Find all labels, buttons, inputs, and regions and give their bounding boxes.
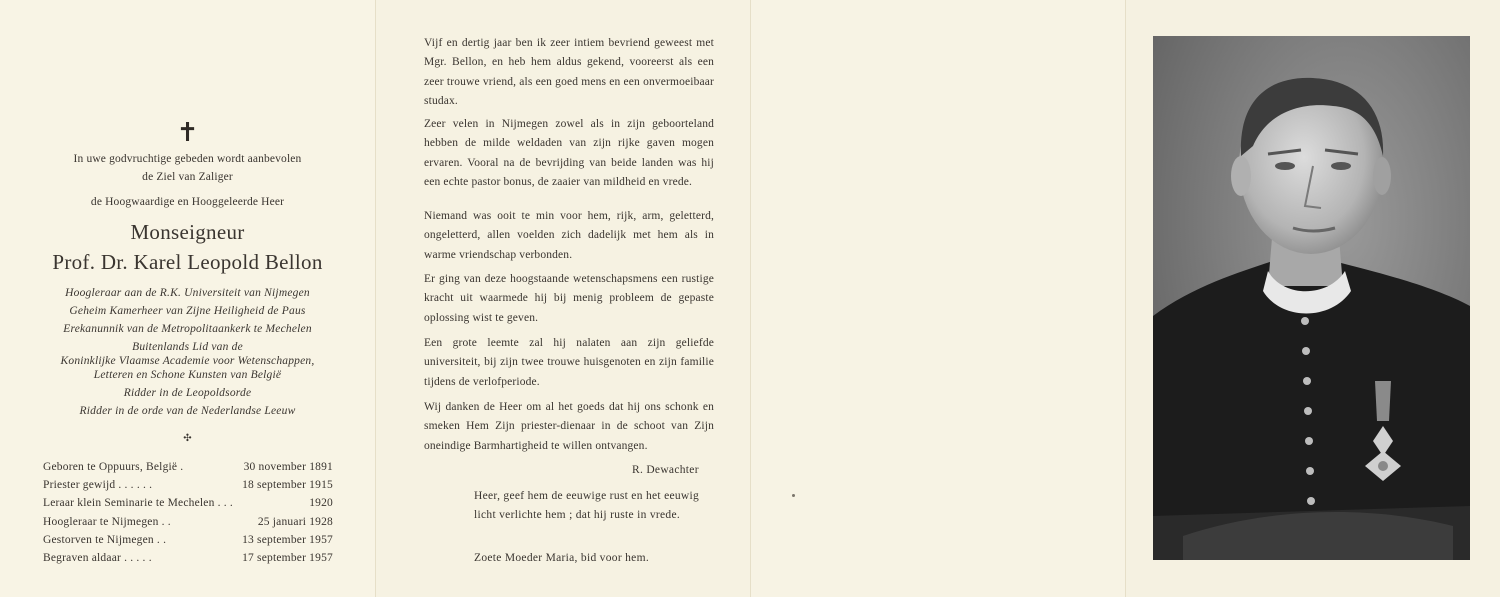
fact-label: Priester gewijd . . . . . . [43, 479, 153, 492]
paragraph-text: Er ging van deze hoogstaande wetenschapsmens een rustige kracht uit waarmede hij bij menig probleem de gepaste oplossing wist te geven. [424, 273, 714, 324]
life-facts [43, 458, 333, 567]
intro-line: In uwe godvruchtige gebeden wordt aanbevolen [73, 153, 302, 165]
honorific-title: Monseigneur [130, 220, 245, 244]
fact-row [43, 494, 333, 512]
fact-value: 18 september 1915 [242, 479, 333, 492]
tribute-paragraph [424, 34, 714, 112]
paragraph-text: Een grote leemte zal hij nalaten aan zijn geliefde universiteit, bij zijn twee trouwe huisgenoten en zijn familie tijdens de verlofperiode. [424, 337, 714, 388]
deceased-name: Prof. Dr. Karel Leopold Bellon [52, 250, 323, 274]
paragraph-text: Wij danken de Heer om al het goeds dat hij ons schonk en smeken Hem Zijn priester-dienaar in de schoot van Zijn oneindige Barmhartigheid te willen ontvangen. [424, 401, 714, 452]
title-line: Ridder in de orde van de Nederlandse Leeuw [79, 405, 296, 417]
closing-prayer: Heer, geef hem de eeuwige rust en het eeuwig licht verlichte hem ; dat hij ruste in vrede. [474, 490, 700, 521]
tribute-paragraph [424, 115, 714, 193]
tribute-paragraph [424, 334, 714, 392]
fact-row [43, 531, 333, 549]
intro-line: de Hoogwaardige en Hooggeleerde Heer [90, 196, 285, 208]
fact-row [43, 476, 333, 494]
title-line: Koninklijke Vlaamse Academie voor Wetenschappen, [60, 355, 315, 367]
fact-value: 25 januari 1928 [257, 515, 333, 528]
tribute-paragraph [424, 207, 714, 265]
cross-icon: ✝ [176, 118, 199, 147]
fact-row [43, 549, 333, 567]
fact-label: Hoogleraar te Nijmegen . . [43, 515, 171, 528]
title-line: Letteren en Schone Kunsten van België [93, 369, 282, 381]
fact-label: Gestorven te Nijmegen . . [43, 533, 167, 546]
tribute-paragraph [424, 270, 714, 328]
fact-value: 30 november 1891 [243, 461, 333, 473]
fact-row [43, 458, 333, 476]
fold-line [375, 0, 376, 597]
title-line: Buitenlands Lid van de [132, 341, 243, 353]
fact-value: 17 september 1957 [242, 551, 333, 564]
fact-value: 1920 [309, 497, 333, 510]
fact-row [43, 513, 333, 531]
paragraph-text: Vijf en dertig jaar ben ik zeer intiem bevriend geweest met Mgr. Bellon, en heb hem aldus gekend, vooreerst als een zeer trouwe vriend, als een goed mens en een onvermoeibaar studax. [424, 37, 714, 108]
fact-label: Begraven aldaar . . . . . [43, 551, 152, 564]
portrait-photo [1153, 36, 1470, 560]
blank-panel [750, 0, 1125, 597]
title-line: Erekanunnik van de Metropolitaankerk te Mechelen [63, 323, 312, 335]
tribute-paragraph [424, 398, 714, 456]
separator-ornament: ✣ [183, 433, 192, 444]
paragraph-text: Niemand was ooit te min voor hem, rijk, arm, geletterd, ongeletterd, allen voelden zich dadelijk met hem als in warme vriendschap verbonden. [424, 210, 714, 261]
fact-label: Leraar klein Seminarie te Mechelen . . . [43, 497, 234, 510]
author-signature: R. Dewachter [632, 464, 699, 476]
intro-line: de Ziel van Zaliger [142, 171, 233, 183]
paragraph-text: Zeer velen in Nijmegen zowel als in zijn geboorteland hebben de milde weldaden van zijn rijke gaven mogen ervaren. Vooral na de bevrijding van beide landen was hij een echte pastor bonus, de zaaier van mildheid en vrede. [424, 118, 714, 189]
title-line: Ridder in de Leopoldsorde [123, 387, 252, 399]
fact-label: Geboren te Oppuurs, België . [43, 461, 184, 473]
title-line: Geheim Kamerheer van Zijne Heiligheid de Paus [69, 305, 306, 317]
invocation: Zoete Moeder Maria, bid voor hem. [474, 552, 649, 564]
fold-line [750, 0, 751, 597]
fold-line [1125, 0, 1126, 597]
fact-value: 13 september 1957 [242, 533, 333, 546]
title-line: Hoogleraar aan de R.K. Universiteit van Nijmegen [65, 287, 310, 299]
paper-speck [792, 494, 795, 497]
